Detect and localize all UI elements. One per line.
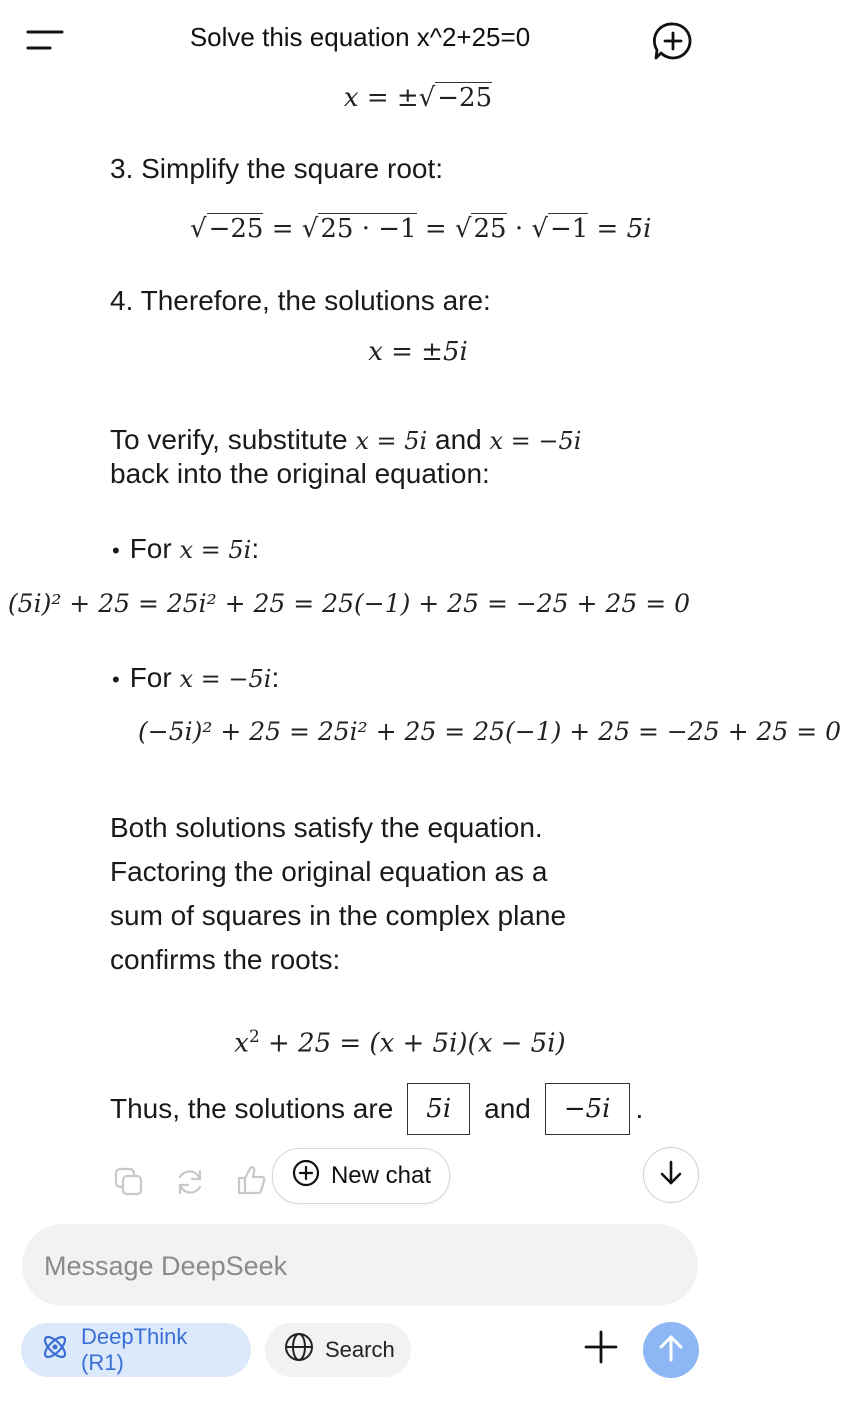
new-chat-icon[interactable] (652, 20, 694, 62)
step4-equation: x = ±5i (368, 337, 468, 367)
copy-icon[interactable] (113, 1166, 145, 1198)
arrow-up-icon (656, 1333, 686, 1368)
para-line-3: sum of squares in the complex plane (110, 900, 567, 931)
scroll-to-bottom-button[interactable] (643, 1147, 699, 1203)
equation-x-pm-sqrt: x = ±√−25 (343, 83, 493, 113)
factor-equation: $x^2 + 25 = (x + 5i)(x - 5i)$ (234, 1026, 566, 1059)
regenerate-icon[interactable] (174, 1166, 206, 1198)
step4-label: 4. Therefore, the solutions are: (110, 285, 491, 316)
new-chat-button[interactable] (272, 1148, 450, 1204)
step3-label: 3. Simplify the square root: (110, 153, 444, 184)
chat-title: Solve this equation x^2+25=0 (189, 22, 531, 52)
attach-button[interactable] (578, 1326, 624, 1372)
send-button[interactable] (643, 1322, 699, 1378)
verify-line-2: back into the original equation: (110, 458, 490, 489)
step3-equation: √−25 = √25 · −1 = √25 · √−1 = 5i (190, 214, 652, 244)
bullet-1: • For x = 5i: (112, 533, 260, 564)
bullet-1-equation-scroll[interactable] (7, 582, 690, 626)
new-chat-label: New chat (330, 1162, 432, 1189)
message-input[interactable] (42, 1224, 666, 1308)
bullet-1-equation: (5i)² + 25 = 25i² + 25 = 25(−1) + 25 = −25 + 25 = 0 (7, 589, 690, 618)
deepthink-label: DeepThink (R1) (81, 1324, 188, 1375)
globe-icon (283, 1331, 315, 1369)
plus-icon (583, 1329, 619, 1370)
conclusion-line: Thus, the solutions are 5i and −5i . (110, 1083, 643, 1135)
answer-box-2: −5i (545, 1083, 630, 1135)
answer-box-1: 5i (407, 1083, 470, 1135)
bullet-2-equation: (−5i)² + 25 = 25i² + 25 = 25(−1) + 25 = −25 + 25 = 0 (138, 717, 841, 746)
para-line-2: Factoring the original equation as a (110, 856, 548, 887)
bullet-2-equation-scroll[interactable] (128, 710, 841, 754)
para-line-1: Both solutions satisfy the equation. (110, 812, 543, 843)
message-input-container[interactable] (22, 1224, 698, 1306)
arrow-down-icon (657, 1159, 685, 1192)
thumbs-up-icon[interactable] (236, 1164, 268, 1196)
search-label: Search (325, 1337, 395, 1362)
deepthink-toggle[interactable] (21, 1323, 251, 1377)
verify-line-1: To verify, substitute x = 5i and x = −5i (110, 424, 582, 455)
para-line-4: confirms the roots: (110, 944, 341, 975)
new-chat-plus-icon (291, 1158, 321, 1195)
bullet-2: • For x = −5i: (112, 662, 280, 693)
search-toggle[interactable] (265, 1323, 411, 1377)
atom-icon (39, 1331, 71, 1369)
